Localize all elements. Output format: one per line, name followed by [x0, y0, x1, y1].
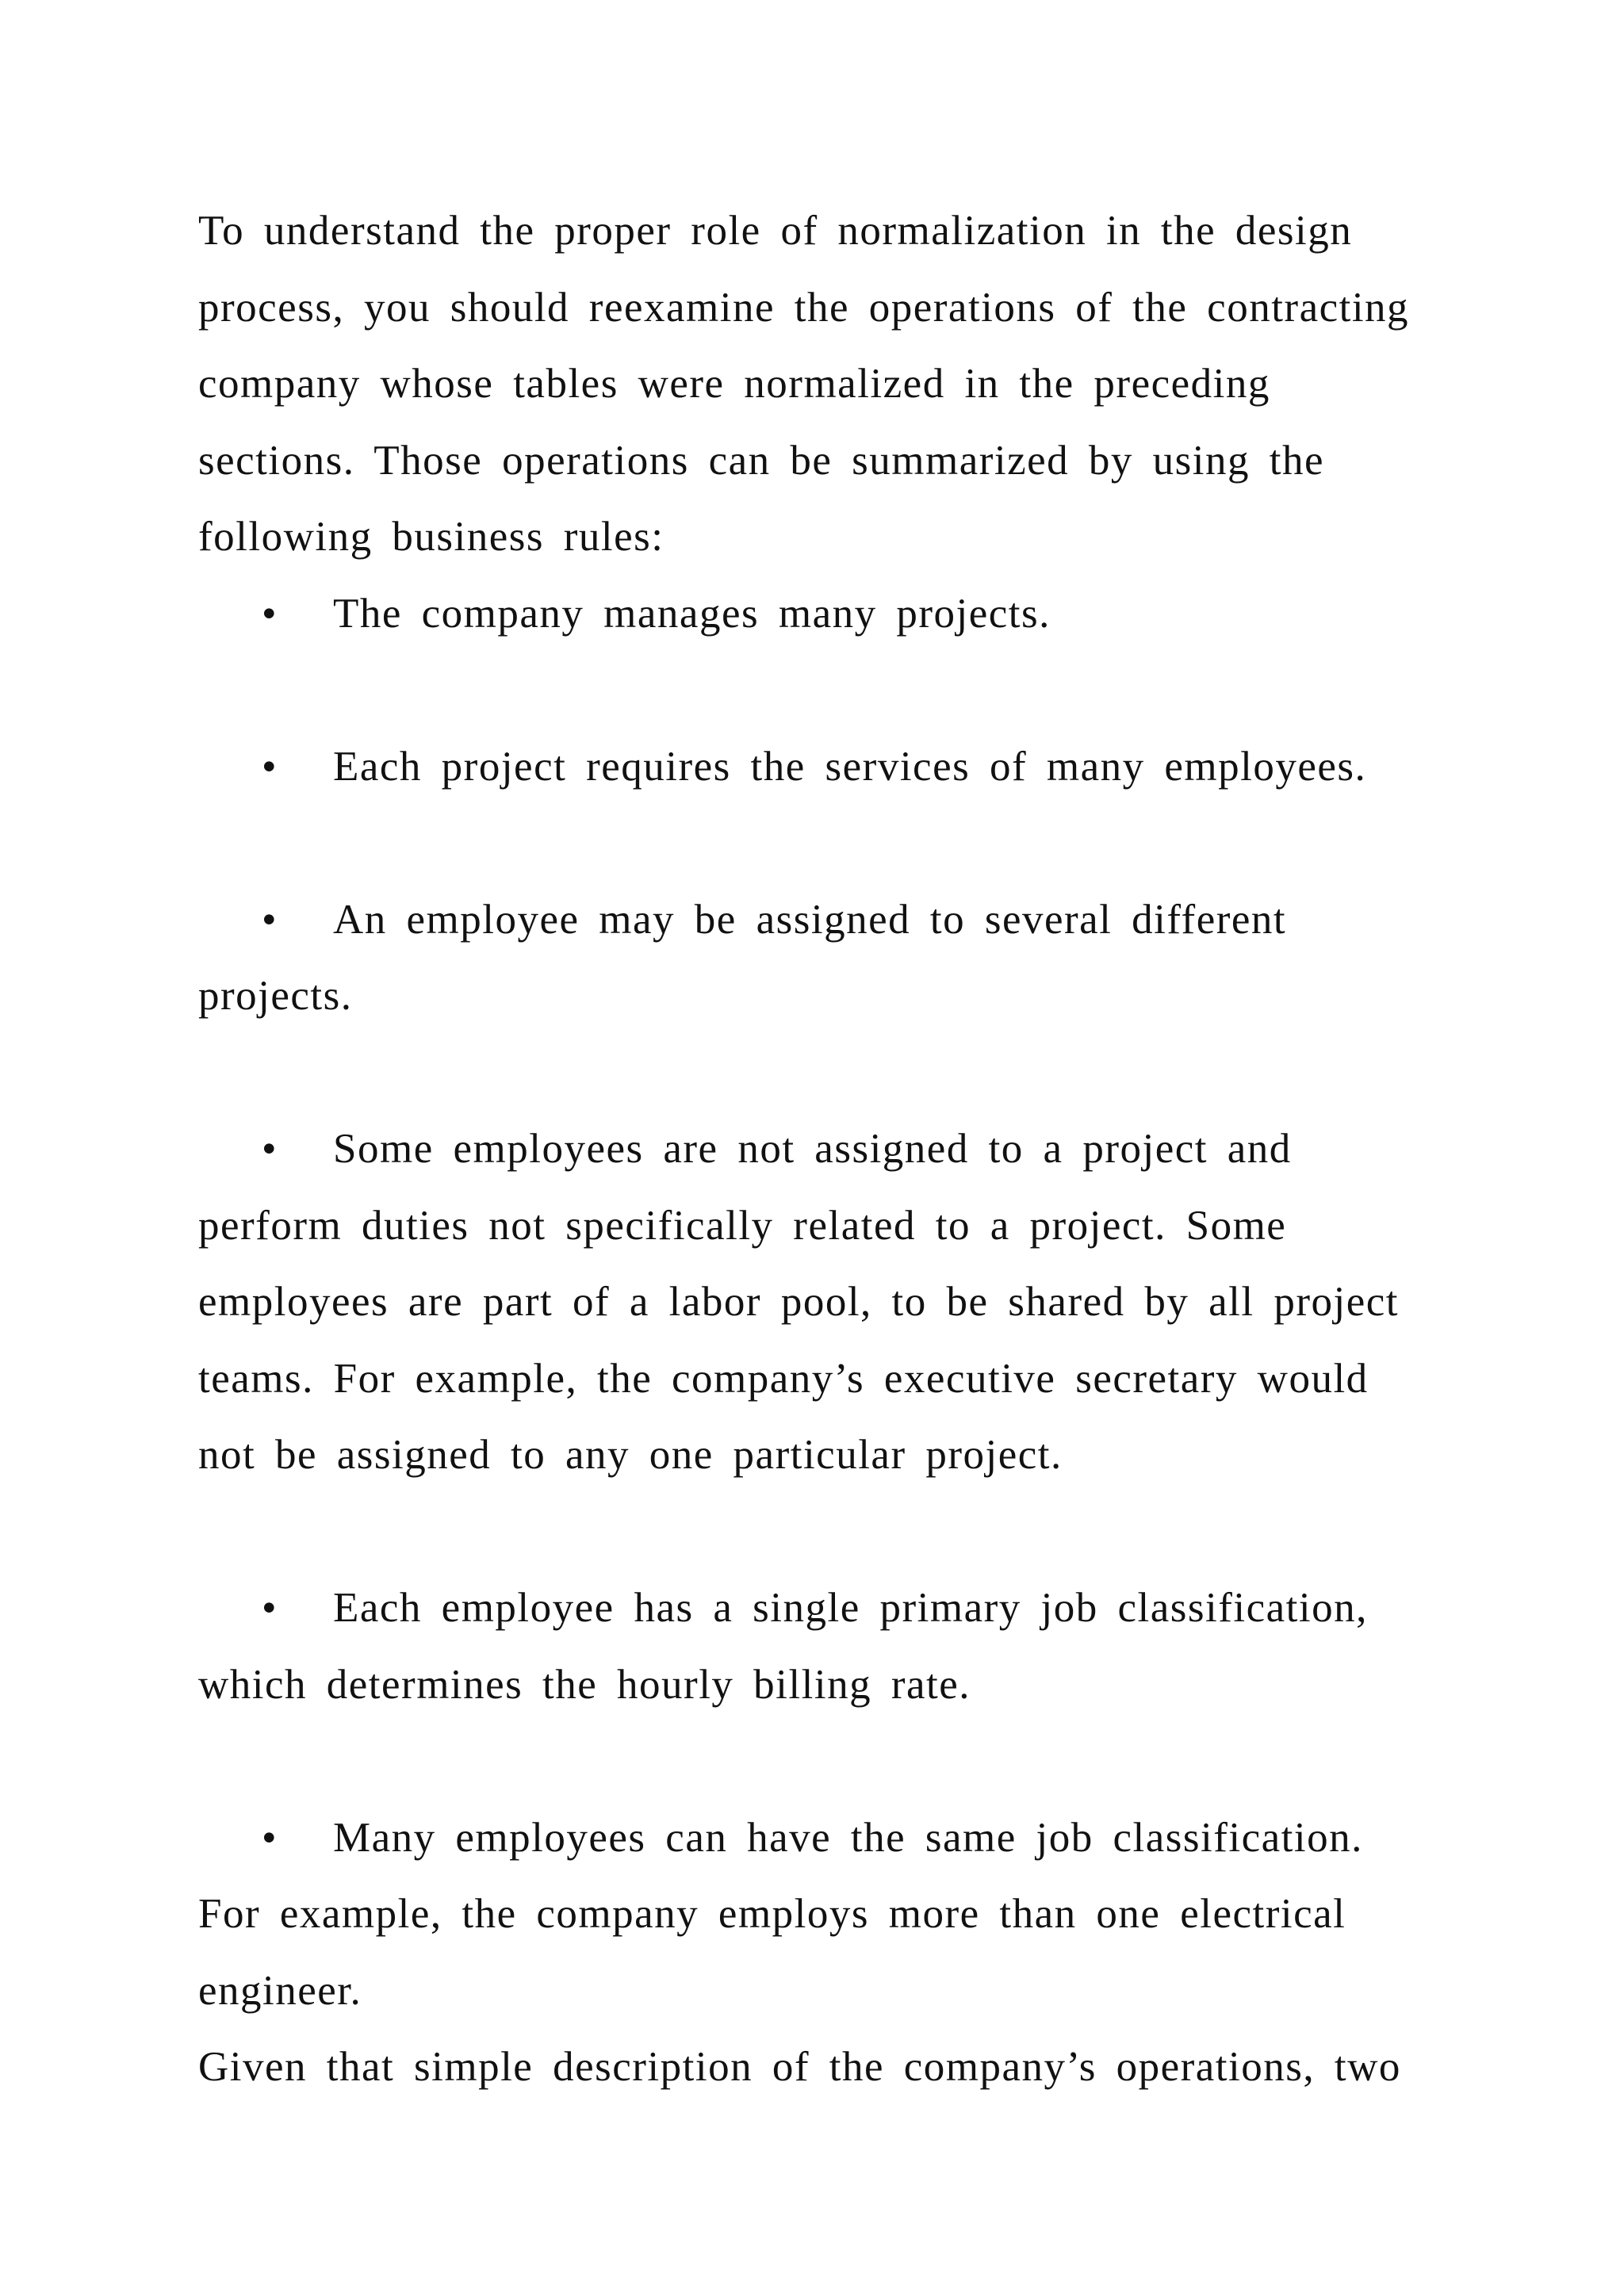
intro-paragraph: To understand the proper role of normalization in the design process, you should reexamine the operations of the contracting company whose tables were normalized in the preceding sections. Those operations can be summarized by using the following business rules:: [198, 208, 1410, 560]
closing-paragraph: Given that simple description of the company’s operations, two: [198, 2044, 1401, 2090]
bullet-icon: •: [262, 1814, 278, 1861]
business-rule-text: Many employees can have the same job classification. For example, the company employs more than one electrical engineer.: [198, 1814, 1363, 2014]
business-rule-item: [198, 1111, 1435, 1494]
document-body: [198, 193, 1435, 2106]
bullet-icon: •: [262, 743, 278, 790]
bullet-icon: •: [262, 896, 278, 943]
bullet-icon: •: [262, 590, 278, 637]
business-rule-item: [198, 576, 1435, 652]
business-rule-text: Some employees are not assigned to a project and perform duties not specifically related to a project. Some employees are part of a labor pool, to be shared by all project teams. For example, the company’s executive secretary would not be assigned to any one particular project.: [198, 1126, 1399, 1478]
business-rule-item: [198, 1570, 1435, 1723]
business-rule-text: The company manages many projects.: [333, 590, 1051, 637]
business-rule-text: An employee may be assigned to several different projects.: [198, 896, 1287, 1019]
business-rule-item: [198, 882, 1435, 1035]
business-rule-item: [198, 1800, 1435, 2030]
business-rule-item: [198, 729, 1435, 806]
bullet-icon: •: [262, 1585, 278, 1631]
business-rule-text: Each employee has a single primary job classification, which determines the hourly billing rate.: [198, 1585, 1368, 1708]
bullet-icon: •: [262, 1126, 278, 1172]
business-rule-text: Each project requires the services of many employees.: [333, 743, 1367, 790]
